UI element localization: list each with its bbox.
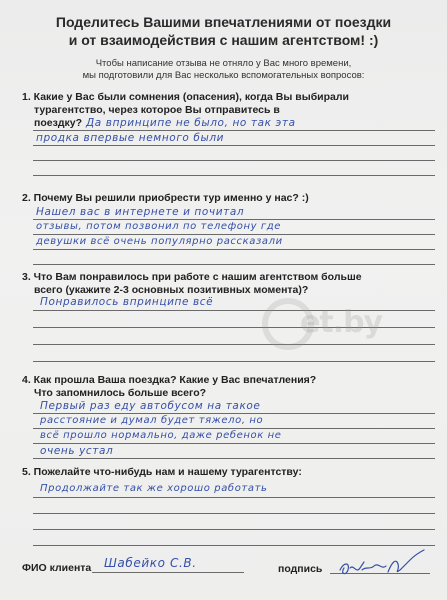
answer-3-rule-3 — [33, 344, 435, 345]
client-name-rule — [92, 572, 244, 573]
question-5-line-1: 5. Пожелайте что-нибудь нам и нашему турагентству: — [22, 466, 302, 478]
answer-4-rule-2 — [33, 428, 435, 429]
answer-2-line-2: отзывы, потом позвонил по телефону где — [36, 221, 281, 232]
signature-mark — [336, 548, 428, 584]
question-4-line-1: 4. Как прошла Ваша поездка? Какие у Вас впечатления? — [22, 374, 317, 386]
answer-2-rule-2 — [33, 234, 435, 235]
answer-4-rule-1 — [33, 413, 435, 414]
answer-2-rule-1 — [33, 219, 435, 220]
answer-1-line-1: Да впринципе не было, но так эта — [86, 117, 296, 129]
question-1-line-2: турагентство, через которое Вы отправитесь в — [34, 104, 280, 116]
answer-3-line-1: Понравилось впринципе всё — [40, 296, 214, 308]
answer-1-rule-2 — [33, 145, 435, 146]
answer-4-line-1: Первый раз еду автобусом на такое — [40, 400, 261, 412]
client-name-label: ФИО клиента — [22, 562, 92, 574]
answer-1-rule-3 — [33, 160, 435, 161]
client-name-value: Шабейко С.В. — [104, 556, 197, 570]
question-5 — [22, 466, 422, 479]
answer-4-rule-3 — [33, 443, 435, 444]
answer-5-rule-4 — [33, 545, 435, 546]
answer-1-rule-4 — [33, 175, 435, 176]
form-subtitle-line-2: мы подготовили для Вас несколько вспомогательных вопросов: — [82, 70, 365, 81]
answer-5-rule-2 — [33, 513, 435, 514]
question-1-line-1: 1. Какие у Вас были сомнения (опасения), когда Вы выбирали — [22, 91, 350, 103]
question-1-line-3: поездку? — [34, 117, 82, 129]
question-4 — [22, 374, 422, 400]
question-3-line-2: всего (укажите 2-3 основных позитивных момента)? — [34, 284, 309, 296]
question-3 — [22, 271, 422, 297]
form-title-line-1: Поделитесь Вашими впечатлениями от поездки — [55, 14, 392, 30]
question-2 — [22, 192, 422, 205]
question-2-line-1: 2. Почему Вы решили приобрести тур именно у нас? :) — [22, 192, 309, 204]
answer-2-line-1: Нашел вас в интернете и почитал — [36, 206, 245, 218]
answer-2-line-3: девушки всё очень популярно рассказали — [36, 236, 283, 247]
form-title-line-2: и от взаимодействия с нашим агентством! :) — [68, 32, 379, 48]
answer-3-rule-4 — [33, 361, 435, 362]
answer-4-line-3: всё прошло нормально, даже ребенок не — [40, 430, 282, 441]
signature-label: подпись — [278, 563, 323, 575]
answer-2-rule-3 — [33, 249, 435, 250]
watermark-text: et.by — [300, 305, 383, 340]
answer-1-rule-1 — [33, 130, 435, 131]
answer-4-line-4: очень устал — [40, 445, 114, 457]
answer-4-rule-4 — [33, 458, 435, 459]
question-4-line-2: Что запомнилось больше всего? — [34, 387, 207, 399]
answer-4-line-2: расстояние и думал будет тяжело, но — [40, 415, 264, 426]
form-subtitle-line-1: Чтобы написание отзыва не отняло у Вас много времени, — [95, 58, 352, 69]
answer-5-line-1: Продолжайте так же хорошо работать — [40, 483, 268, 494]
answer-5-rule-1 — [33, 497, 435, 498]
answer-2-rule-4 — [33, 264, 435, 265]
answer-1-line-2: продка впервые немного были — [36, 132, 225, 144]
answer-5-rule-3 — [33, 529, 435, 530]
question-3-line-1: 3. Что Вам понравилось при работе с нашим агентством больше — [22, 271, 362, 283]
